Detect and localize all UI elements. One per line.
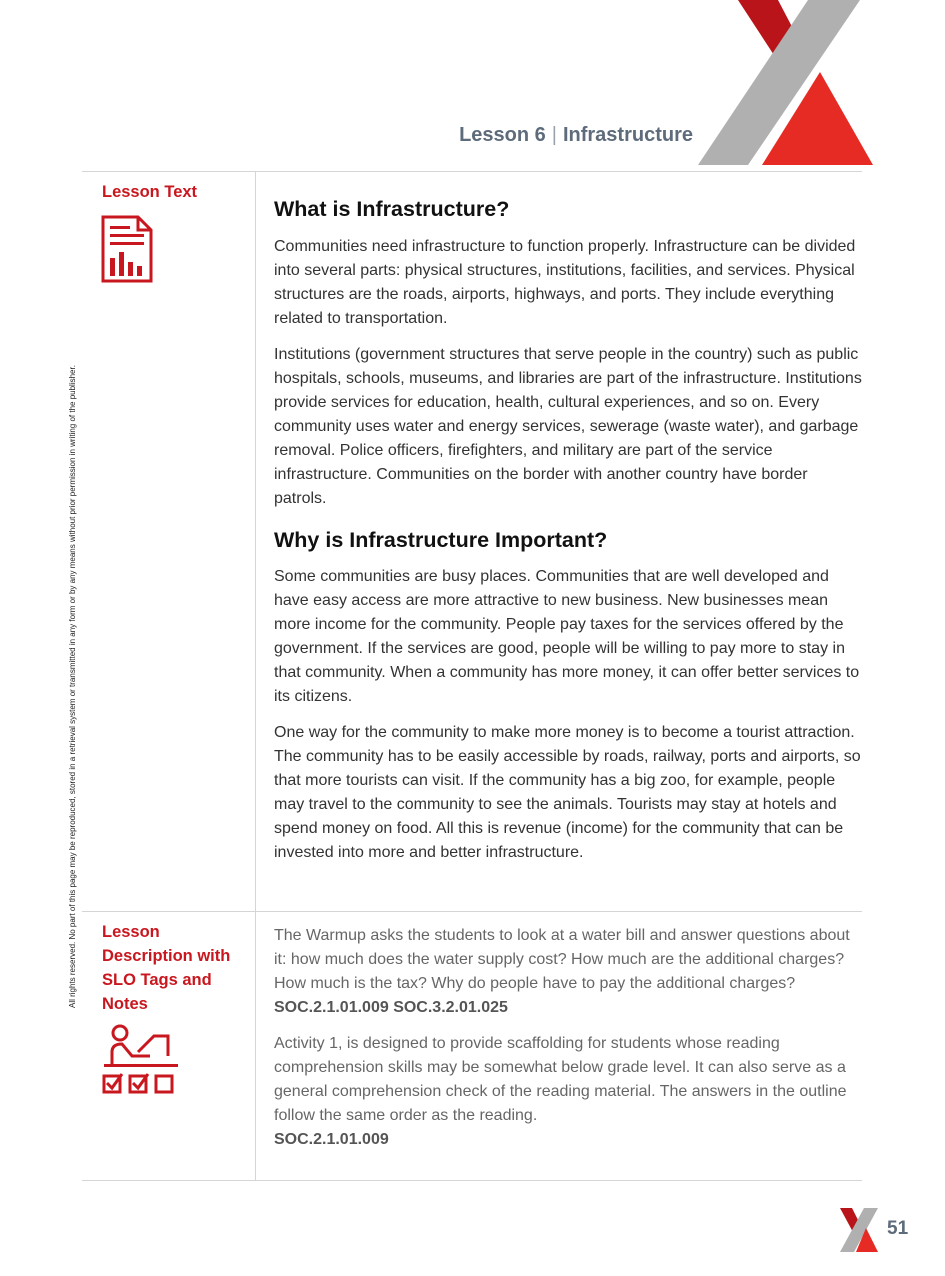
page-number: 51 [887, 1218, 909, 1239]
copyright-notice: All rights reserved. No part of this page may be reproduced, stored in a retrieval system or transmitted in any form or by any means without prior permission in writing of the publisher. [68, 365, 77, 1008]
table-middle-rule [82, 911, 862, 912]
heading-what-is-infrastructure: What is Infrastructure? [274, 197, 510, 221]
lesson-title [459, 124, 693, 147]
warmup-note: The Warmup asks the students to look at a water bill and answer questions about it: how much does the water supply cost? How much are the additional charges? How much is the tax? Why do people have to pay the additional charges? [274, 927, 850, 992]
document-chart-icon [100, 214, 154, 286]
activity-1-note: Activity 1, is designed to provide scaffolding for students whose reading comprehension skills may be somewhat below grade level. It can also serve as a general comprehension check of the reading material. The answers in the outline follow the same order as the reading. [274, 1035, 847, 1124]
paragraph-1: Communities need infrastructure to function properly. Infrastructure can be divided into several parts: physical structures, institutions, facilities, and services. Physical structures are the roads, airports, highways, and ports. They include everything related to transportation. [274, 238, 856, 327]
heading-why-infrastructure-important: Why is Infrastructure Important? [274, 528, 608, 552]
slo-tags-activity-1: SOC.2.1.01.009 [274, 1131, 389, 1148]
lesson-topic: Infrastructure [562, 124, 693, 146]
lesson-number: Lesson 6 [459, 124, 546, 146]
lesson-description-label: Lesson Description with SLO Tags and Notes [102, 923, 231, 1013]
teacher-checklist-icon [100, 1022, 184, 1098]
lesson-description-content [274, 924, 862, 1152]
lesson-text-content [274, 194, 862, 865]
paragraph-4: One way for the community to make more money is to become a tourist attraction. The community has to be easily accessible by roads, railway, ports and airports, so that more tourists can visit. If the community has a big zoo, for example, people may travel to the community to see the animals. Tourists may stay at hotels and spend money on food. All this is revenue (income) for the community that can be invested into more and better infrastructure. [274, 724, 861, 861]
lesson-text-label: Lesson Text [102, 183, 198, 201]
page-brand-mark-icon [838, 1208, 880, 1252]
paragraph-3: Some communities are busy places. Communities that are well developed and have easy access are more attractive to new business. New businesses mean more income for the community. People pay taxes for the services offered by the government. If the services are good, people will be willing to pay more to stay in that community. When a community has more money, it can offer better services to its citizens. [274, 568, 860, 705]
brand-logo-icon [690, 0, 880, 170]
table-bottom-rule [82, 1180, 862, 1181]
table-top-rule [82, 171, 862, 172]
table-column-divider [255, 171, 256, 1181]
title-separator: | [551, 124, 557, 146]
slo-tags-warmup: SOC.2.1.01.009 SOC.3.2.01.025 [274, 999, 508, 1016]
paragraph-2: Institutions (government structures that serve people in the country) such as public hospitals, schools, museums, and libraries are part of the infrastructure. Institutions provide services for education, health, cultural experiences, and so on. Every community uses water and energy services, sewerage (waste water), and garbage removal. Police officers, firefighters, and military are part of the service infrastructure. Communities on the border with another country have border patrols. [274, 346, 862, 507]
